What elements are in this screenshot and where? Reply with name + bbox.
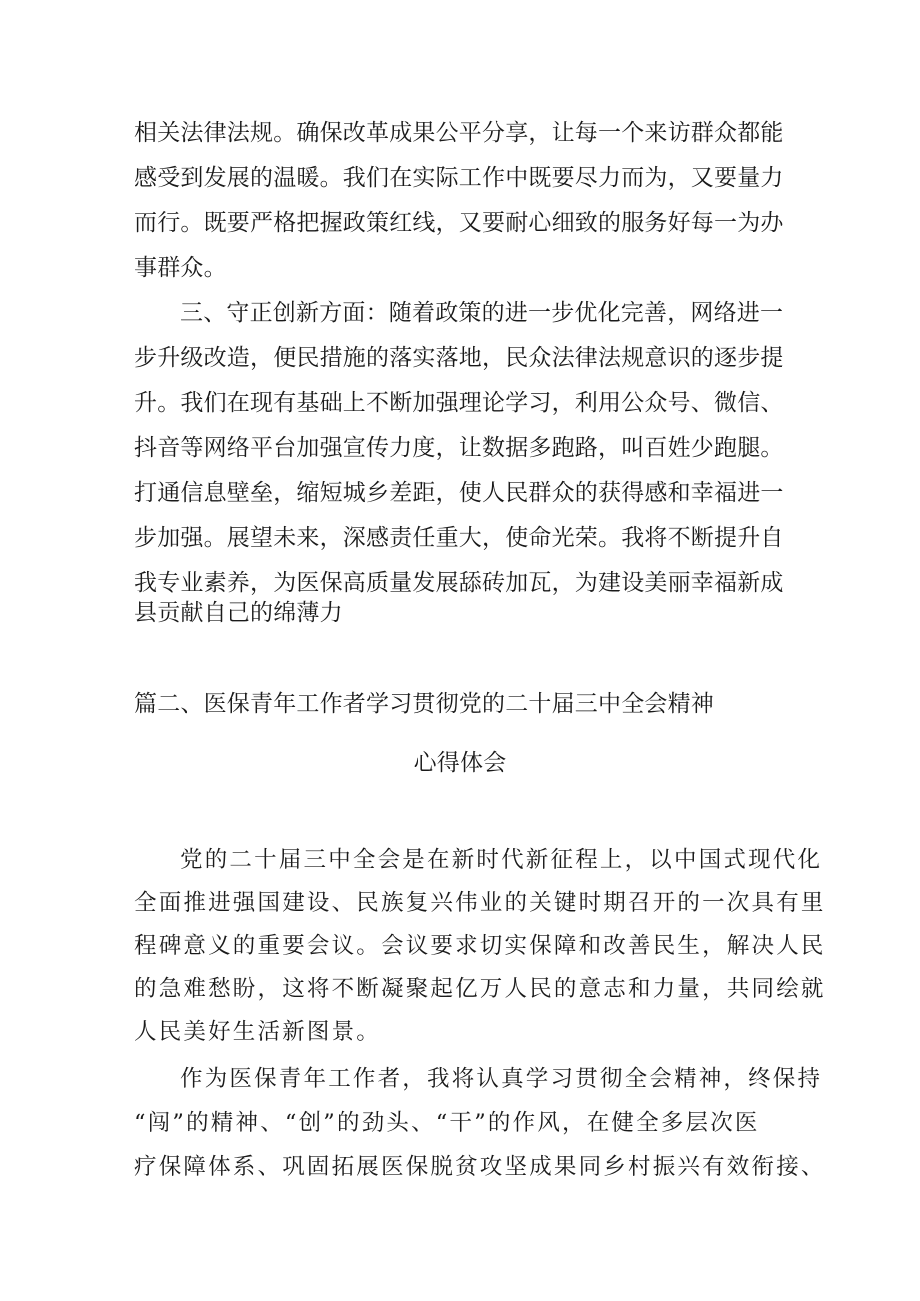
- paragraph-line: 党的二十届三中全会是在新时代新征程上，以中国式现代化: [180, 847, 823, 873]
- paragraph-line: 的急难愁盼，这将不断凝聚起亿万人民的意志和力量，共同绘就: [134, 976, 826, 1002]
- paragraph-line: 作为医保青年工作者，我将认真学习贯彻全会精神，终保持: [180, 1066, 823, 1092]
- paragraph-line: 三、守正创新方面：随着政策的进一步优化完善，网络进一: [180, 300, 784, 326]
- article-heading-subtitle: 心得体会: [413, 750, 507, 776]
- paragraph-line: 升。我们在现有基础上不断加强理论学习，利用公众号、微信、: [134, 390, 784, 416]
- paragraph-line: 事群众。: [134, 255, 227, 281]
- paragraph-line: “闯”的精神、“创”的劲头、“干”的作风，在健全多层次医: [134, 1110, 760, 1136]
- paragraph-line: 抖音等网络平台加强宣传力度，让数据多跑路，叫百姓少跑腿。: [134, 435, 784, 461]
- paragraph-line: 全面推进强国建设、民族复兴伟业的关键时期召开的一次具有里: [134, 890, 826, 916]
- paragraph-line: 而行。既要严格把握政策红线，又要耐心细致的服务好每一为办: [134, 210, 784, 236]
- paragraph-line: 人民美好生活新图景。: [134, 1019, 382, 1045]
- paragraph-line: 相关法律法规。确保改革成果公平分享，让每一个来访群众都能: [134, 120, 784, 146]
- paragraph-line: 步加强。展望未来，深感责任重大，使命光荣。我将不断提升自: [134, 525, 784, 551]
- paragraph-line: 感受到发展的温暖。我们在实际工作中既要尽力而为，又要量力: [134, 165, 784, 191]
- paragraph-line: 县贡献自己的绵薄力: [134, 600, 343, 626]
- paragraph-line: 疗保障体系、巩固拓展医保脱贫攻坚成果同乡村振兴有效衔接、: [134, 1154, 826, 1180]
- paragraph-line: 我专业素养，为医保高质量发展舔砖加瓦，为建设美丽幸福新成: [134, 570, 784, 596]
- paragraph-line: 步升级改造，便民措施的落实落地，民众法律法规意识的逐步提: [134, 345, 784, 371]
- paragraph-line: 打通信息壁垒，缩短城乡差距，使人民群众的获得感和幸福进一: [134, 480, 784, 506]
- article-heading: 篇二、医保青年工作者学习贯彻党的二十届三中全会精神: [134, 691, 714, 717]
- paragraph-line: 程碑意义的重要会议。会议要求切实保障和改善民生，解决人民: [134, 933, 826, 959]
